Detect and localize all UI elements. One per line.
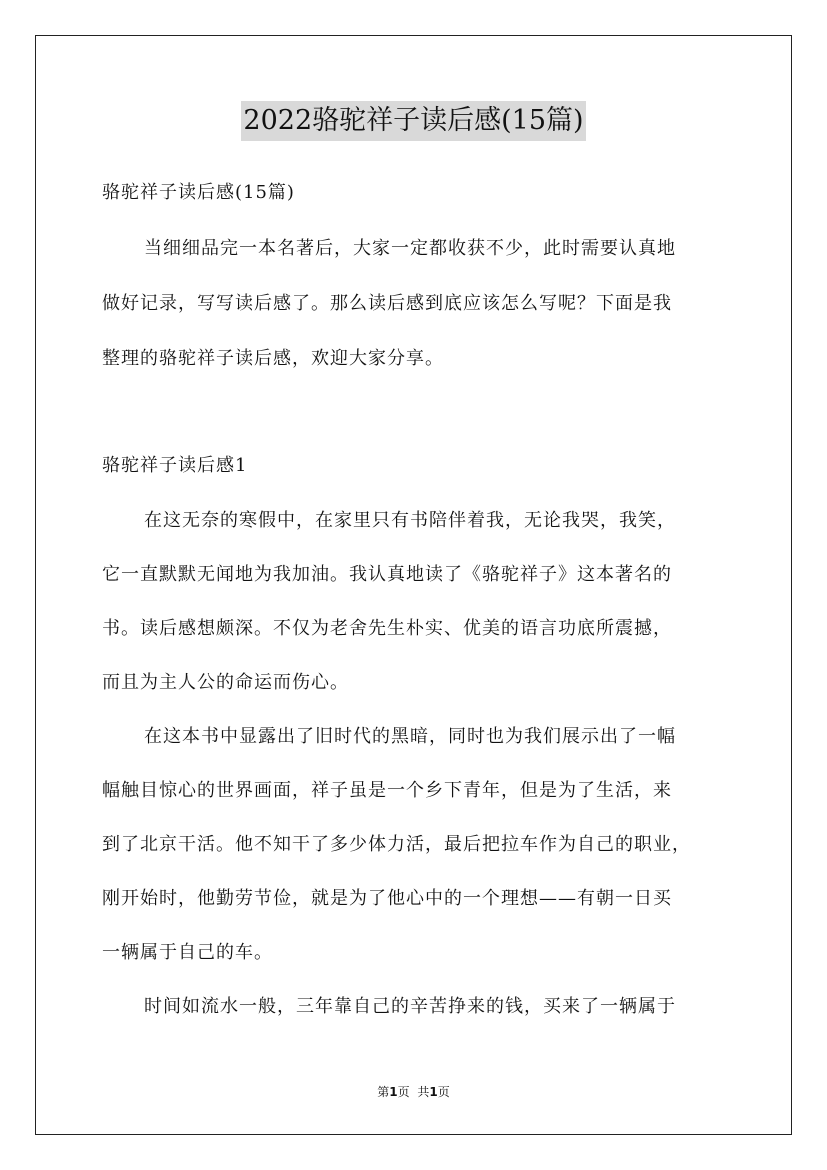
para1-line-3: 书。读后感想颇深。不仅为老舍先生朴实、优美的语言功底所震撼， [102, 618, 672, 639]
para2-line-2: 幅触目惊心的世界画面，祥子虽是一个乡下青年，但是为了生活，来 [102, 780, 672, 801]
para1-line-1: 在这无奈的寒假中，在家里只有书陪伴着我，无论我哭，我笑， [144, 510, 676, 531]
para1-line-2: 它一直默默无闻地为我加油。我认真地读了《骆驼祥子》这本著名的 [102, 564, 672, 585]
section-heading: 骆驼祥子读后感1 [102, 455, 248, 476]
page-footer [0, 1084, 827, 1100]
para1-line-4: 而且为主人公的命运而伤心。 [102, 672, 349, 693]
para3-line-1: 时间如流水一般，三年靠自己的辛苦挣来的钱，买来了一辆属于 [144, 996, 676, 1017]
para2-line-5: 一辆属于自己的车。 [102, 942, 273, 963]
footer-total-number: 1 [429, 1085, 438, 1099]
footer-total-suffix: 页 [437, 1085, 450, 1099]
footer-page-prefix: 第 [377, 1085, 390, 1099]
intro-line-3: 整理的骆驼祥子读后感，欢迎大家分享。 [102, 348, 444, 369]
intro-line-1: 当细细品完一本名著后，大家一定都收获不少，此时需要认真地 [144, 238, 676, 259]
intro-line-2: 做好记录，写写读后感了。那么读后感到底应该怎么写呢？下面是我 [102, 293, 672, 314]
footer-total-prefix: 共 [417, 1085, 430, 1099]
document-title: 2022骆驼祥子读后感(15篇) [241, 101, 585, 141]
footer-page-number: 1 [389, 1085, 398, 1099]
document-subtitle: 骆驼祥子读后感(15篇) [102, 182, 295, 203]
footer-page-suffix: 页 [397, 1085, 410, 1099]
para2-line-4: 刚开始时，他勤劳节俭，就是为了他心中的一个理想——有朝一日买 [102, 888, 672, 909]
para2-line-3: 到了北京干活。他不知干了多少体力活，最后把拉车作为自己的职业， [102, 834, 691, 855]
title-container [0, 101, 827, 141]
para2-line-1: 在这本书中显露出了旧时代的黑暗，同时也为我们展示出了一幅 [144, 726, 676, 747]
